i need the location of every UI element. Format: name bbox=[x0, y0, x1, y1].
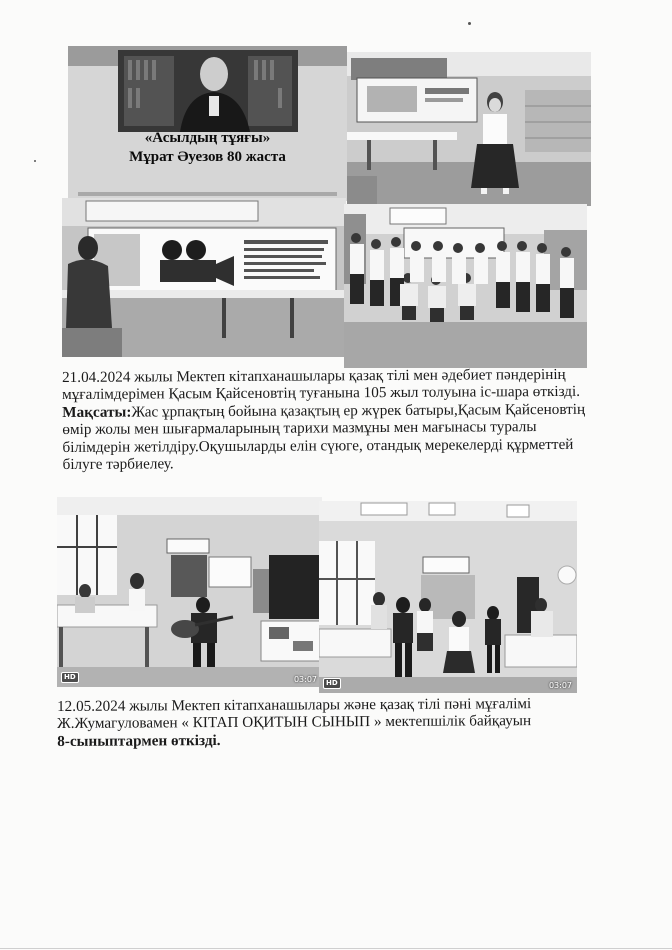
video-frame-dombra bbox=[57, 497, 322, 687]
caption-1-line: білуге тәрбиелеу. bbox=[62, 455, 174, 474]
goal-label: Мақсаты: bbox=[62, 403, 132, 421]
caption-2-line: Ж.Жумагуловамен « КІТАП ОҚИТЫН СЫНЫП » мектепшілік байқауын bbox=[57, 712, 532, 733]
group-graphic bbox=[344, 204, 587, 368]
presenting-graphic bbox=[347, 52, 591, 206]
film-slide-graphic bbox=[62, 198, 346, 357]
poster-graphic bbox=[68, 46, 347, 201]
caption-1-line: 21.04.2024 жылы Мектеп кітапханашылары қазақ тілі мен әдебиет пәндерінің bbox=[62, 365, 566, 386]
recital-graphic bbox=[319, 501, 577, 693]
poster-title-line2: Мұрат Әуезов 80 жаста bbox=[129, 149, 286, 165]
scan-speck bbox=[34, 160, 36, 162]
photo-film-slide bbox=[62, 198, 346, 357]
goal-text: Жас ұрпақтың бойына қазақтың ер жүрек батыры,Қасым Қайсеновтің bbox=[131, 400, 586, 421]
scan-edge-line bbox=[0, 948, 672, 949]
photo-student-group bbox=[344, 204, 587, 368]
caption-1-line: білімдерін жетілдіру.Оқушыларды елін сүюге, отандық мерекелерді құрметтей bbox=[62, 435, 574, 456]
photo-poster-auezov bbox=[68, 46, 347, 201]
caption-1-line: мұғалімдерімен Қасым Қайсеновтің туғанына 105 жыл толуына іс-шара өткізді. bbox=[62, 383, 581, 404]
photo-student-presenting bbox=[347, 52, 591, 206]
caption-2-line: 12.05.2024 жылы Мектеп кітапханашылары және қазақ тілі пәні мұғалімі bbox=[57, 695, 532, 715]
video-frame-recital bbox=[319, 501, 577, 693]
caption-1-line: өмір жолы мен шығармаларының тарихи мазмұны мен мағынасы туралы bbox=[62, 418, 537, 439]
caption-2-line: 8-сыныптармен өткізді. bbox=[57, 731, 221, 750]
hd-badge: HD bbox=[323, 678, 341, 689]
poster-title-line1: «Асылдың тұяғы» bbox=[144, 130, 271, 146]
hd-badge: HD bbox=[61, 672, 79, 683]
dombra-graphic bbox=[57, 497, 322, 687]
scan-speck bbox=[468, 22, 471, 25]
caption-event-2 bbox=[57, 695, 531, 750]
video-timestamp: 03:07 bbox=[293, 675, 317, 684]
video-timestamp: 03:07 bbox=[548, 681, 572, 690]
caption-event-1 bbox=[62, 366, 585, 474]
